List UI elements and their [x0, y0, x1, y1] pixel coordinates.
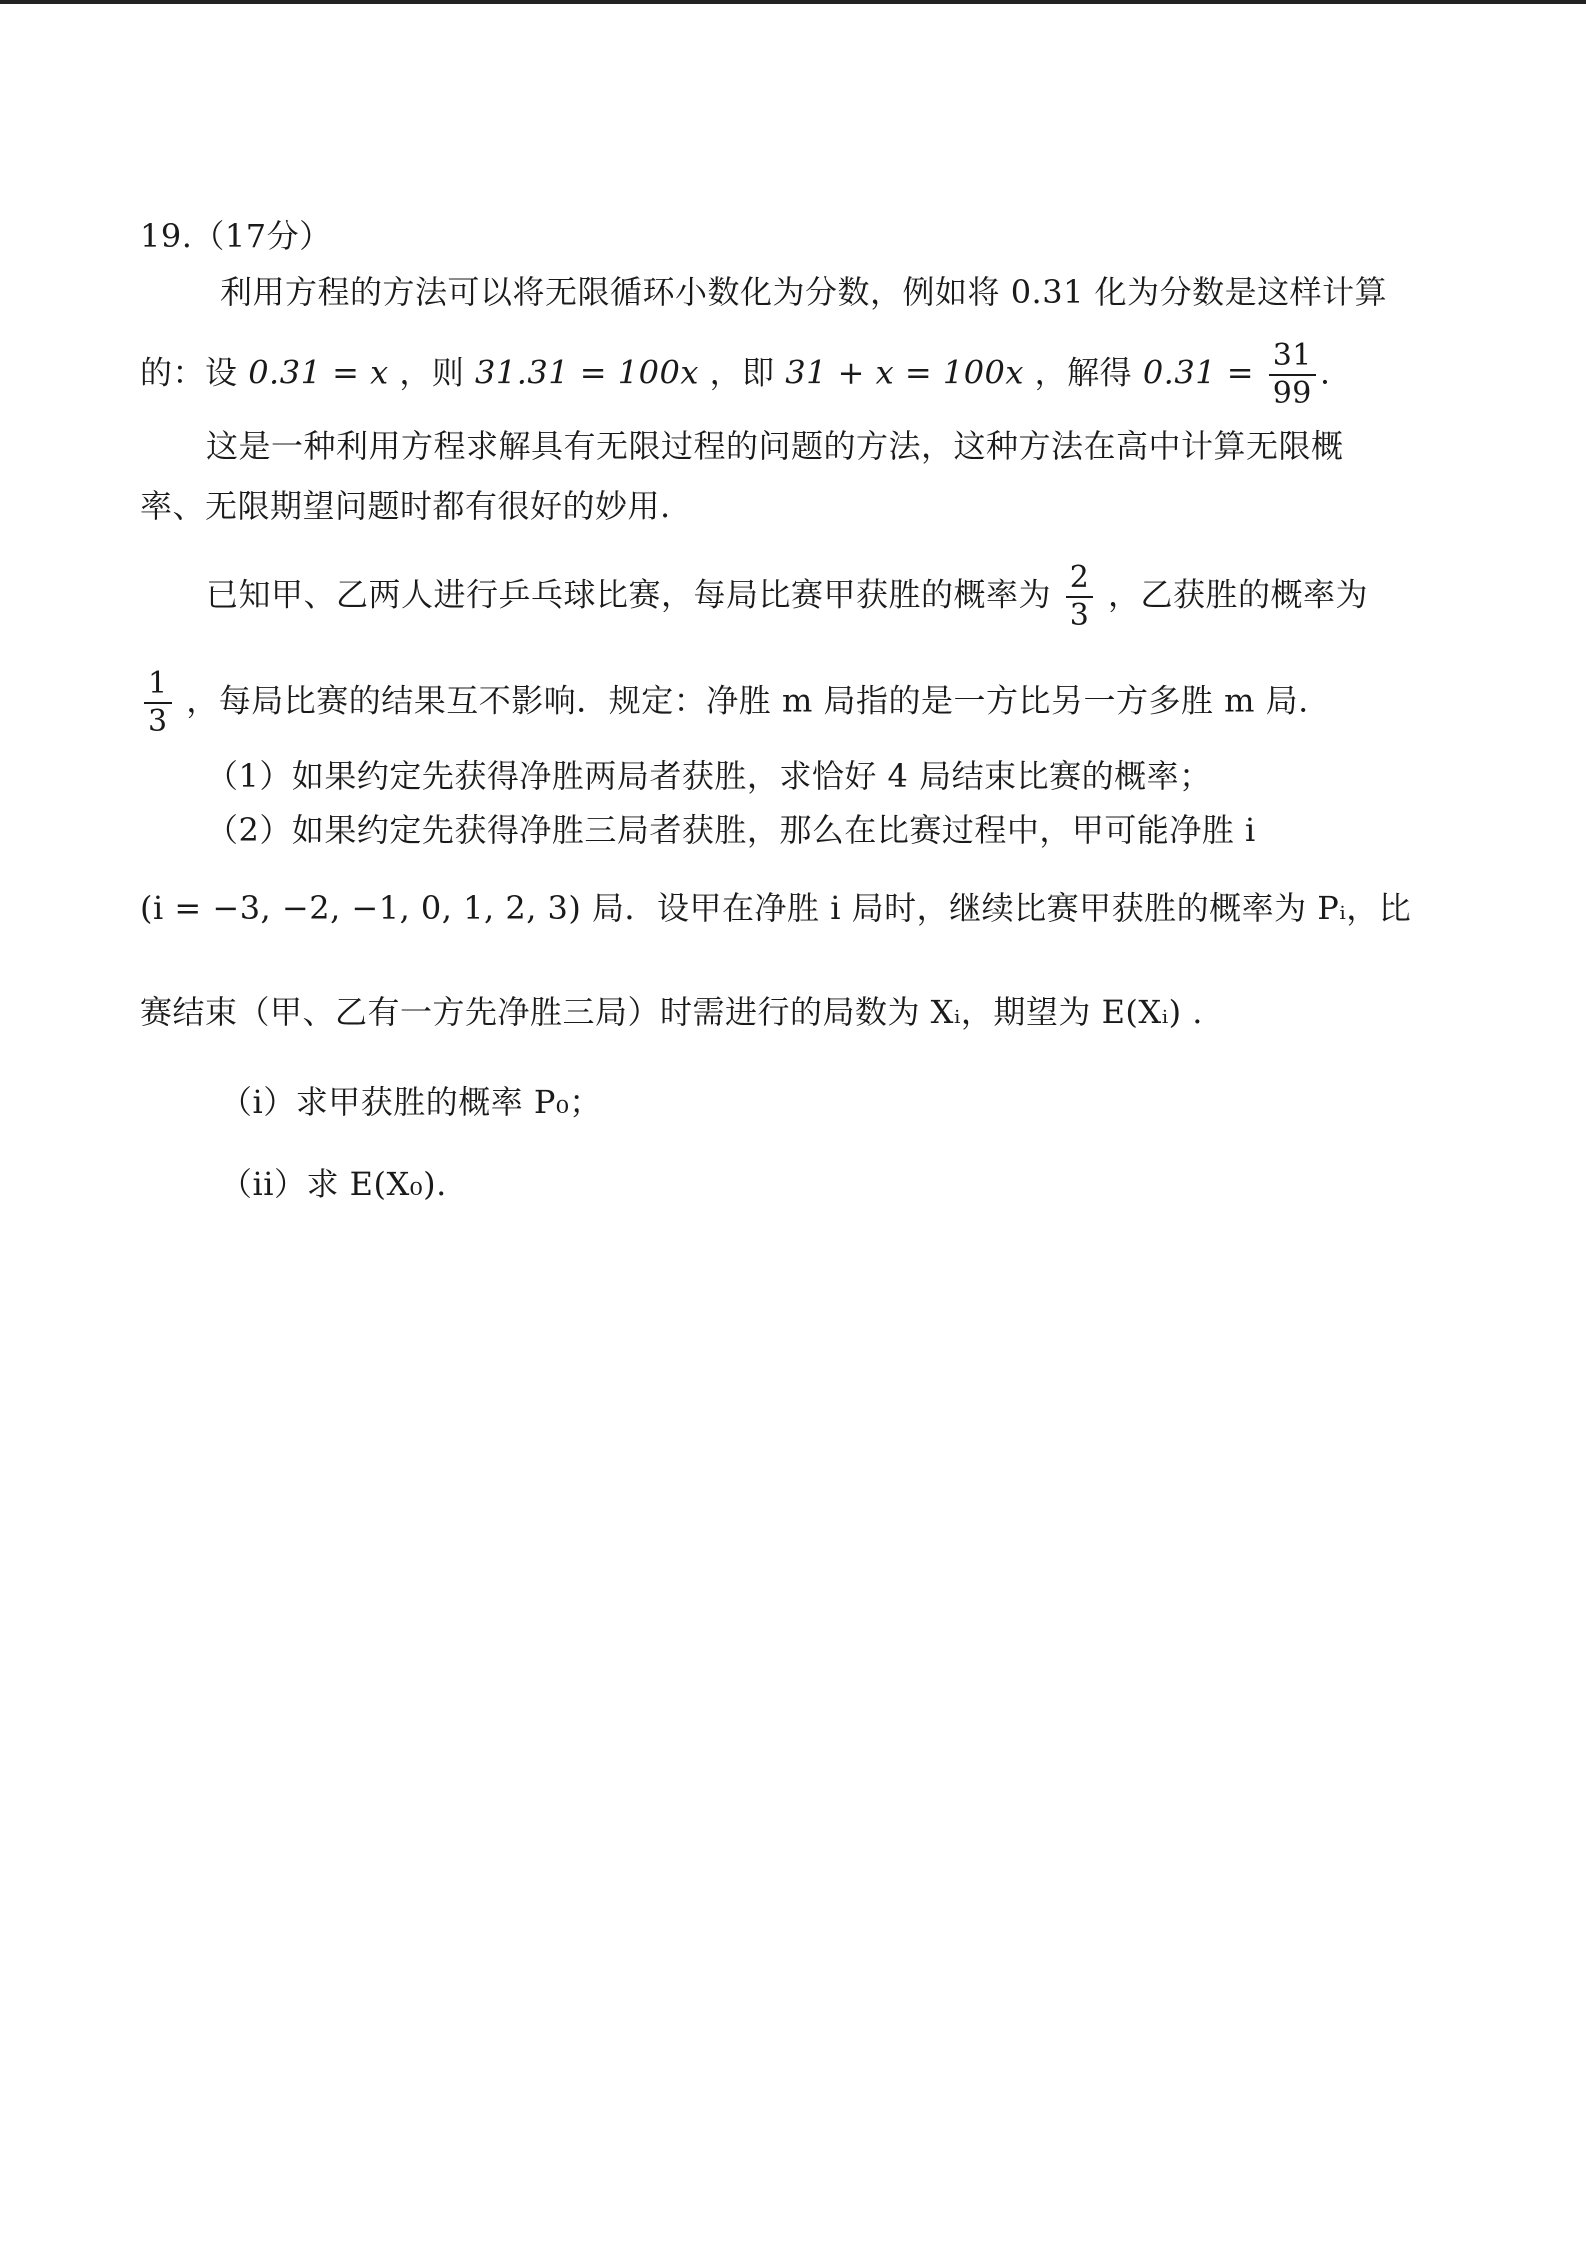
- intro-line-2: 的：设 0.31 = x ，则 31.31 = 100x ，即 31 + x = 100x ，解得 0.31 = $\frac{31}{99}$ .: [140, 338, 1331, 411]
- question-score: （17分）: [192, 217, 332, 255]
- intro-line-1: 利用方程的方法可以将无限循环小数化为分数，例如将 0.31 化为分数是这样计算: [220, 273, 1388, 311]
- fraction-one-third: $\frac{1}{3}$: [144, 666, 172, 740]
- question-header: [140, 214, 332, 258]
- paragraph-2-line-1: 这是一种利用方程求解具有无限过程的问题的方法，这种方法在高中计算无限概: [206, 427, 1344, 465]
- sub-question-2-line-1: （2）如果约定先获得净胜三局者获胜，那么在比赛过程中，甲可能净胜 i: [206, 811, 1256, 849]
- fraction-31-99: $\frac{31}{99}$: [1269, 338, 1316, 412]
- paragraph-3-line-1: 已知甲、乙两人进行乒乓球比赛，每局比赛甲获胜的概率为 $\frac{2}{3}$ ，乙获胜的概率为: [206, 560, 1368, 633]
- sub-question-2-line-3: 赛结束（甲、乙有一方先净胜三局）时需进行的局数为 Xᵢ，期望为 E(Xᵢ) .: [140, 993, 1203, 1031]
- equation-1: 0.31 = x: [248, 353, 389, 392]
- top-border: [0, 0, 1586, 4]
- paragraph-3-line-2: $\frac{1}{3}$ ，每局比赛的结果互不影响．规定：净胜 m 局指的是一方比另一方多胜 m 局.: [140, 666, 1309, 740]
- sub-question-1: （1）如果约定先获得净胜两局者获胜，求恰好 4 局结束比赛的概率；: [206, 757, 1212, 795]
- sub-question-2-line-2: (i = −3, −2, −1, 0, 1, 2, 3) 局．设甲在净胜 i 局时，继续比赛甲获胜的概率为 Pᵢ，比: [140, 889, 1412, 927]
- paragraph-2-line-2: 率、无限期望问题时都有很好的妙用.: [140, 487, 671, 525]
- repeating-decimal: 0.31: [1010, 273, 1084, 311]
- fraction-two-thirds: $\frac{2}{3}$: [1066, 560, 1094, 634]
- part-ii: （ii）求 E(X₀).: [220, 1165, 447, 1203]
- equation-2: 31.31 = 100x: [475, 353, 699, 392]
- part-i: （i）求甲获胜的概率 P₀；: [220, 1083, 602, 1121]
- equation-3: 31 + x = 100x: [785, 353, 1024, 392]
- question-number: 19.: [140, 217, 193, 255]
- equation-4: 0.31 =: [1142, 353, 1255, 392]
